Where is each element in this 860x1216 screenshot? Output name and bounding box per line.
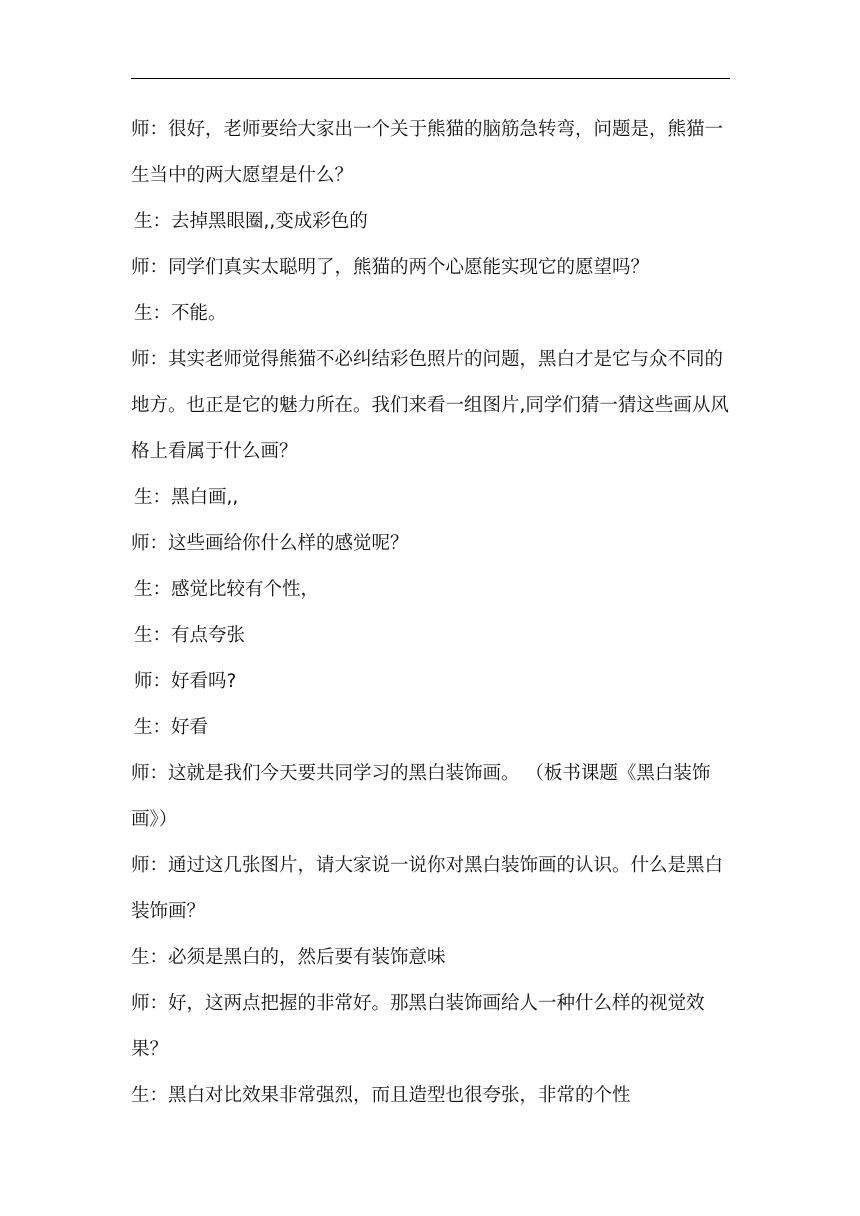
document-body <box>131 107 731 1119</box>
paragraph: 生：黑白对比效果非常强烈，而且造型也很夸张，非常的个性 <box>131 1085 631 1106</box>
paragraph: 师：好看吗? <box>134 671 237 692</box>
paragraph: 师：同学们真实太聪明了，熊猫的两个心愿能实现它的愿望吗？ <box>131 257 650 278</box>
paragraph: 生：有点夸张 <box>134 625 246 646</box>
paragraph: 生：不能。 <box>134 303 227 324</box>
paragraph: 生：好看 <box>134 717 209 738</box>
paragraph: 师：这就是我们今天要共同学习的黑白装饰画。 （板书课题《黑白装饰画》） <box>131 763 711 830</box>
paragraph: 生：必须是黑白的，然后要有装饰意味 <box>131 947 446 968</box>
paragraph: 师：这些画给你什么样的感觉呢？ <box>131 533 409 554</box>
paragraph: 生：去掉黑眼圈,,变成彩色的 <box>134 211 368 232</box>
paragraph: 师：其实老师觉得熊猫不必纠结彩色照片的问题，黑白才是它与众不同的地方。也正是它的魅力所在。我们来看一组图片,同学们猜一猜这些画从风格上看属于什么画？ <box>131 349 729 462</box>
paragraph: 师：好，这两点把握的非常好。那黑白装饰画给人一种什么样的视觉效果？ <box>131 993 705 1060</box>
paragraph: 师：通过这几张图片，请大家说一说你对黑白装饰画的认识。什么是黑白装饰画？ <box>131 855 724 922</box>
header-rule <box>131 78 730 79</box>
paragraph: 生：黑白画,, <box>134 487 239 508</box>
paragraph: 生：感觉比较有个性， <box>134 579 320 600</box>
paragraph: 师：很好，老师要给大家出一个关于熊猫的脑筋急转弯，问题是，熊猫一生当中的两大愿望是什么？ <box>131 119 724 186</box>
